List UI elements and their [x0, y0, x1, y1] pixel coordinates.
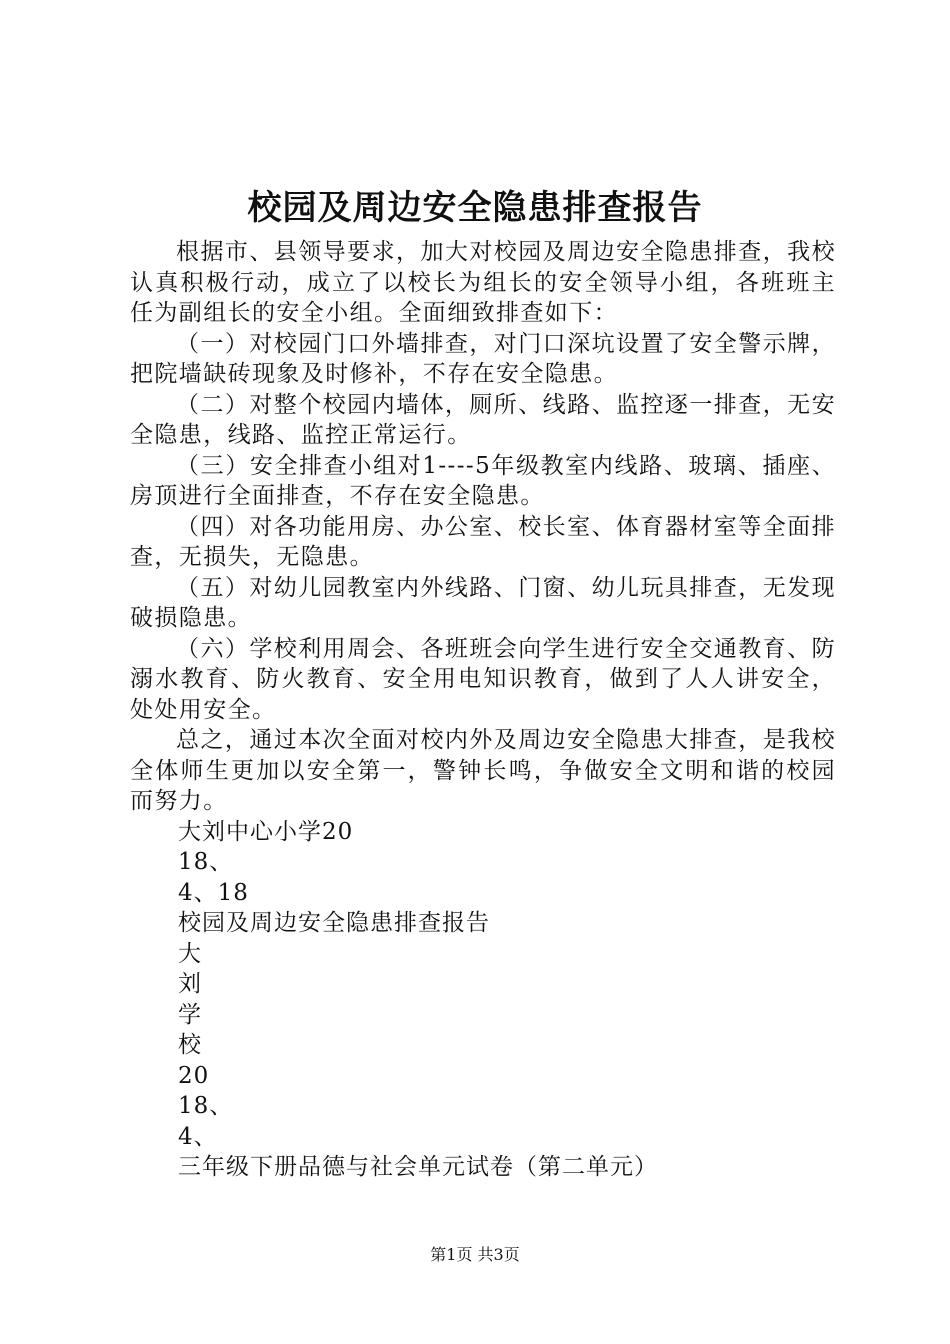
- trailing-line: 三年级下册品德与社会单元试卷（第二单元）: [178, 1154, 658, 1180]
- trailing-line: 20: [178, 1062, 210, 1089]
- paragraph-item-2: （二）对整个校园内墙体，厕所、线路、监控逐一排查，无安全隐患，线路、监控正常运行。: [130, 391, 836, 448]
- trailing-line: 校: [178, 1032, 202, 1058]
- paragraph-item-1: （一）对校园门口外墙排查，对门口深坑设置了安全警示牌，把院墙缺砖现象及时修补，不存在安全隐患。: [130, 330, 836, 387]
- trailing-line: 大刘中心小学20: [178, 818, 354, 845]
- page-number-footer: 第1页 共3页: [430, 1245, 520, 1264]
- paragraph-item-5: （五）对幼儿园教室内外线路、门窗、幼儿玩具排查，无发现破损隐患。: [130, 574, 836, 631]
- trailing-line: 大: [178, 940, 202, 967]
- trailing-line: 4、18: [178, 879, 249, 906]
- paragraph-item-6: （六）学校利用周会、各班班会向学生进行安全交通教育、防溺水教育、防火教育、安全用电知识教育，做到了人人讲安全，处处用安全。: [130, 635, 836, 723]
- paragraph-conclusion: 总之，通过本次全面对校内外及周边安全隐患大排查，是我校全体师生更加以安全第一，警钟长鸣，争做安全文明和谐的校园而努力。: [130, 727, 836, 814]
- document-body: [130, 237, 836, 1183]
- trailing-line: 校园及周边安全隐患排查报告: [178, 910, 490, 936]
- trailing-line: 学: [178, 1001, 202, 1028]
- trailing-line: 18、: [178, 1093, 234, 1119]
- trailing-line: 18、: [178, 849, 234, 875]
- document-title: 校园及周边安全隐患排查报告: [247, 188, 703, 228]
- trailing-line: 刘: [178, 971, 202, 997]
- paragraph-item-4: （四）对各功能用房、办公室、校长室、体育器材室等全面排查，无损失，无隐患。: [130, 513, 836, 570]
- paragraph-intro: 根据市、县领导要求，加大对校园及周边安全隐患排查，我校认真积极行动，成立了以校长为组长的安全领导小组，各班班主任为副组长的安全小组。全面细致排查如下：: [130, 239, 836, 326]
- paragraph-item-3: （三）安全排查小组对1----5年级教室内线路、玻璃、插座、房顶进行全面排查，不存在安全隐患。: [130, 452, 836, 509]
- trailing-line: 4、: [178, 1123, 218, 1150]
